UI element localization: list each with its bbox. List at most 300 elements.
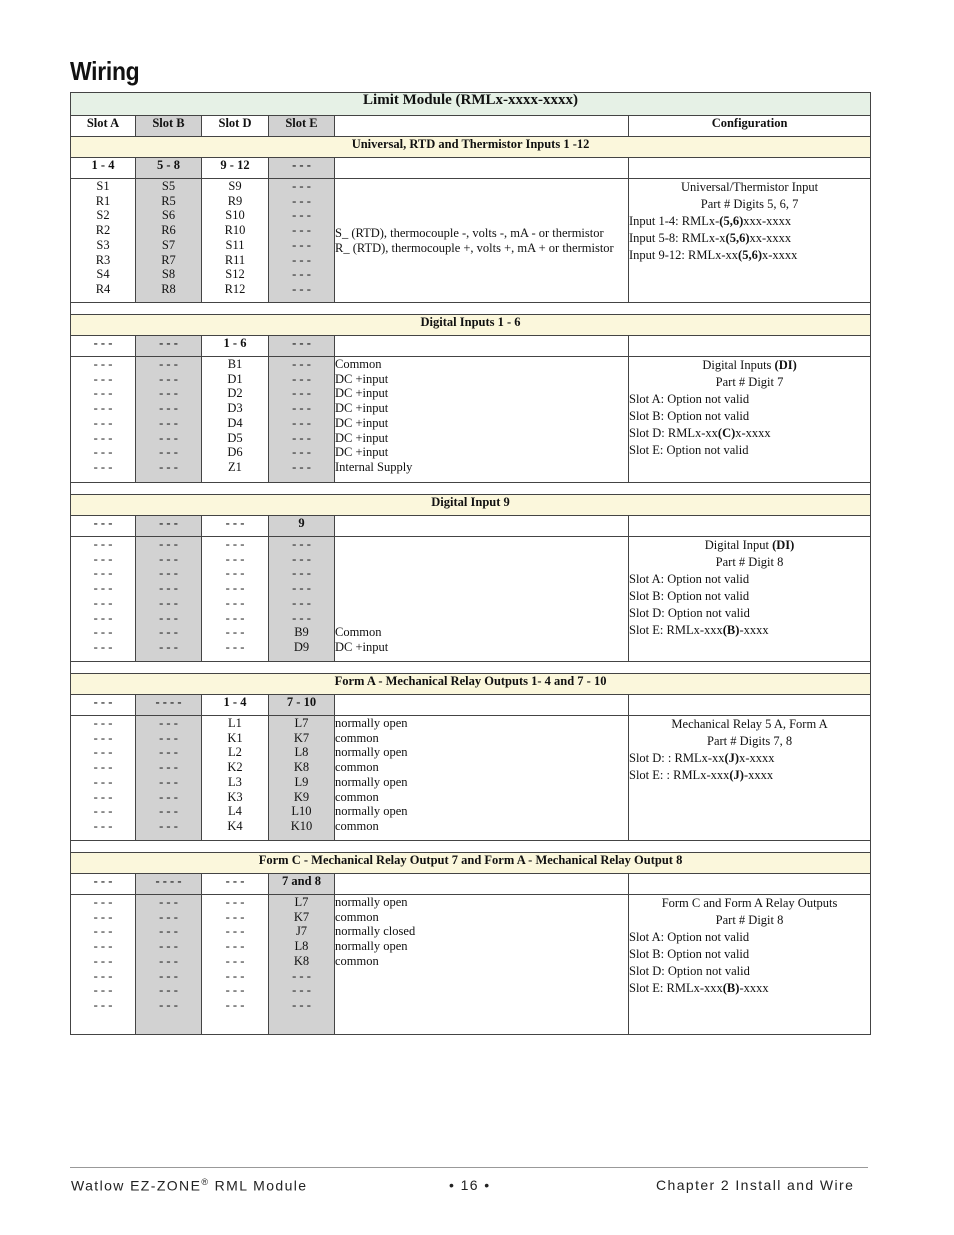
terminal-list xyxy=(136,716,202,841)
description-line: normally open xyxy=(335,716,408,730)
configuration-line: Slot A: Option not valid xyxy=(629,572,750,586)
description-line xyxy=(335,566,628,581)
terminal-label: - - - xyxy=(93,371,113,386)
description-line: normally open xyxy=(335,895,408,909)
terminal-label: - - - xyxy=(93,566,113,581)
terminal-label: - - - xyxy=(225,551,245,566)
terminal-label: B9 xyxy=(294,625,309,640)
slot-range: 7 - 10 xyxy=(269,695,335,716)
table-title: Limit Module (RMLx-xxxx-xxxx) xyxy=(71,93,871,116)
configuration-line: Slot D: : RMLx-xx(J)x-xxxx xyxy=(629,751,775,765)
description-line: common xyxy=(335,789,379,804)
terminal-label: - - - xyxy=(292,208,311,223)
registered-mark: ® xyxy=(201,1177,210,1187)
terminal-label: - - - xyxy=(159,983,178,998)
terminal-label: - - - xyxy=(159,909,178,924)
terminal-list xyxy=(71,716,136,841)
terminal-label: R11 xyxy=(224,252,246,267)
description-line: normally open xyxy=(335,804,408,819)
section-title: Form C - Mechanical Relay Output 7 and Form A - Mechanical Relay Output 8 xyxy=(71,853,871,874)
description-line: DC +input xyxy=(335,415,389,430)
description-line xyxy=(335,969,628,984)
terminal-label: R9 xyxy=(227,193,243,208)
terminal-label: - - - xyxy=(93,625,113,640)
description-line: DC +input xyxy=(335,371,389,386)
section-title: Universal, RTD and Thermistor Inputs 1 -12 xyxy=(71,137,871,158)
terminal-label: - - - xyxy=(159,610,178,625)
terminal-label: D2 xyxy=(227,386,243,401)
terminal-label: - - - xyxy=(225,895,245,909)
configuration-line: Slot B: Option not valid xyxy=(629,409,750,423)
section-title: Form A - Mechanical Relay Outputs 1- 4 and 7 - 10 xyxy=(71,674,871,695)
terminal-label: K8 xyxy=(293,953,310,968)
footer-product-suffix: RML Module xyxy=(209,1177,308,1194)
terminal-label: - - - xyxy=(225,997,245,1012)
terminal-label: - - - xyxy=(159,760,178,775)
terminal-label: R5 xyxy=(161,193,176,208)
configuration-line: Slot A: Option not valid xyxy=(629,930,750,944)
slot-range: 1 - 4 xyxy=(202,695,269,716)
configuration-line: Input 9-12: RMLx-xx(5,6)x-xxxx xyxy=(629,248,798,262)
slot-range: - - - xyxy=(202,874,269,895)
terminal-label: S3 xyxy=(96,237,110,252)
terminal-label: D1 xyxy=(227,371,243,386)
terminal-label: - - - xyxy=(292,357,311,371)
configuration-line: Slot E: : RMLx-xxx(J)-xxxx xyxy=(629,768,774,782)
description-line: normally open xyxy=(335,939,408,954)
configuration-line: Slot D: RMLx-xx(C)x-xxxx xyxy=(629,426,771,440)
configuration-line: Slot B: Option not valid xyxy=(629,947,750,961)
slot-range: - - - - xyxy=(136,695,202,716)
terminal-list xyxy=(269,357,335,483)
terminal-label: - - - xyxy=(93,716,113,730)
terminal-label: - - - xyxy=(159,730,178,745)
terminal-label: - - - xyxy=(225,968,245,983)
wiring-table xyxy=(70,92,871,1035)
slot-range: 5 - 8 xyxy=(136,158,202,179)
terminal-label: K2 xyxy=(227,760,243,775)
configuration-line: Form C and Form A Relay Outputs xyxy=(661,896,838,910)
terminal-label: - - - xyxy=(159,566,178,581)
terminal-label: - - - xyxy=(225,537,245,551)
terminal-label: - - - xyxy=(93,610,113,625)
terminal-label: - - - xyxy=(225,610,245,625)
slot-range: 9 xyxy=(269,516,335,537)
terminal-label: - - - xyxy=(292,237,311,252)
terminal-list xyxy=(136,537,202,662)
terminal-label: - - - xyxy=(159,371,178,386)
terminal-label: R7 xyxy=(161,252,176,267)
terminal-label: - - - xyxy=(93,953,113,968)
section-spacer xyxy=(71,841,871,853)
terminal-label: - - - xyxy=(225,953,245,968)
description-line: normally open xyxy=(335,774,408,789)
description-line xyxy=(335,998,628,1013)
terminal-label: D9 xyxy=(293,639,310,654)
terminal-label: - - - xyxy=(93,537,113,551)
terminal-label: K4 xyxy=(227,818,243,833)
terminal-label: - - - xyxy=(292,401,311,416)
terminal-label: - - - xyxy=(225,581,245,596)
terminal-label: - - - xyxy=(93,401,113,416)
terminal-label: S4 xyxy=(96,267,110,282)
terminal-description xyxy=(335,537,629,662)
terminal-label: D6 xyxy=(227,445,243,460)
header-slot-a: Slot A xyxy=(71,116,136,137)
description-line: Common xyxy=(335,357,382,371)
terminal-label: K3 xyxy=(227,789,243,804)
empty-cell xyxy=(629,516,871,537)
terminal-label: - - - xyxy=(93,939,113,954)
terminal-label: - - - xyxy=(292,223,311,238)
slot-range: 7 and 8 xyxy=(269,874,335,895)
terminal-label: S1 xyxy=(96,179,110,193)
empty-cell xyxy=(335,695,629,716)
configuration-line: Part # Digit 7 xyxy=(715,375,784,389)
terminal-label: - - - xyxy=(159,415,178,430)
description-line: R_ (RTD), thermocouple +, volts +, mA + or thermistor xyxy=(335,240,614,255)
description-line: common xyxy=(335,953,379,968)
terminal-label: - - - xyxy=(292,581,311,596)
terminal-list xyxy=(136,179,202,303)
terminal-label: D3 xyxy=(227,401,243,416)
terminal-label: - - - xyxy=(159,445,178,460)
footer-rule xyxy=(70,1167,868,1168)
terminal-label: S5 xyxy=(161,179,176,193)
terminal-label: - - - xyxy=(159,386,178,401)
configuration-line: Digital Inputs (DI) xyxy=(702,358,797,372)
configuration-line: Universal/Thermistor Input xyxy=(680,180,819,194)
section-spacer xyxy=(71,303,871,315)
configuration-cell xyxy=(629,895,871,1035)
slot-range: - - - xyxy=(269,336,335,357)
terminal-label: K1 xyxy=(227,730,243,745)
terminal-label: - - - xyxy=(159,625,178,640)
terminal-label: - - - xyxy=(93,997,113,1012)
terminal-description xyxy=(335,895,629,1035)
configuration-line: Input 5-8: RMLx-x(5,6)xx-xxxx xyxy=(629,231,792,245)
terminal-list xyxy=(71,895,136,1035)
terminal-label: - - - xyxy=(159,551,178,566)
terminal-label: K8 xyxy=(293,760,310,775)
terminal-label: K7 xyxy=(293,730,310,745)
terminal-label: L9 xyxy=(294,774,309,789)
terminal-list xyxy=(71,537,136,662)
terminal-list xyxy=(71,179,136,303)
description-line: common xyxy=(335,818,379,833)
terminal-label: - - - xyxy=(93,968,113,983)
terminal-label: - - - xyxy=(93,459,113,474)
slot-range: - - - - xyxy=(136,874,202,895)
description-line: common xyxy=(335,760,379,775)
configuration-line: Slot E: Option not valid xyxy=(629,443,749,457)
terminal-label: - - - xyxy=(93,909,113,924)
description-line: S_ (RTD), thermocouple -, volts -, mA - or thermistor xyxy=(335,225,604,240)
terminal-label: S7 xyxy=(161,237,176,252)
page-number: • 16 • xyxy=(449,1177,491,1193)
description-line: Internal Supply xyxy=(335,459,413,474)
configuration-line: Part # Digits 7, 8 xyxy=(707,734,793,748)
terminal-label: - - - xyxy=(159,924,178,939)
terminal-label: - - - xyxy=(225,625,245,640)
terminal-label: D4 xyxy=(227,415,243,430)
terminal-list xyxy=(269,537,335,662)
configuration-cell xyxy=(629,179,871,303)
configuration-line: Slot B: Option not valid xyxy=(629,589,750,603)
description-line xyxy=(335,581,628,596)
description-line xyxy=(335,537,628,552)
terminal-label: - - - xyxy=(292,610,311,625)
description-line xyxy=(335,611,628,626)
terminal-label: - - - xyxy=(159,430,178,445)
chapter-title: Chapter 2 Install and Wire xyxy=(656,1177,855,1193)
terminal-label: L7 xyxy=(294,895,309,909)
terminal-label: - - - xyxy=(93,760,113,775)
terminal-label: - - - xyxy=(93,551,113,566)
terminal-label: L1 xyxy=(228,716,242,730)
terminal-label: - - - xyxy=(225,566,245,581)
terminal-description xyxy=(335,716,629,841)
terminal-label: - - - xyxy=(159,745,178,760)
terminal-description xyxy=(335,357,629,483)
terminal-label: S6 xyxy=(161,208,176,223)
empty-cell xyxy=(335,336,629,357)
description-line: common xyxy=(335,909,379,924)
terminal-label: - - - xyxy=(93,924,113,939)
description-line: common xyxy=(335,730,379,745)
terminal-label: - - - xyxy=(159,953,178,968)
description-line: normally closed xyxy=(335,924,416,939)
terminal-label: S9 xyxy=(228,179,242,193)
footer-product: Watlow EZ-ZONE xyxy=(71,1177,202,1194)
terminal-label: - - - xyxy=(93,818,113,833)
terminal-label: - - - xyxy=(93,745,113,760)
slot-range: - - - xyxy=(71,695,136,716)
terminal-label: - - - xyxy=(93,430,113,445)
configuration-line: Part # Digit 8 xyxy=(715,913,784,927)
terminal-label: B1 xyxy=(227,357,243,371)
terminal-label: R12 xyxy=(224,281,246,296)
terminal-list xyxy=(269,179,335,303)
terminal-label: L2 xyxy=(228,745,242,760)
terminal-list xyxy=(202,179,269,303)
terminal-label: - - - xyxy=(292,445,311,460)
terminal-label: K10 xyxy=(290,818,313,833)
slot-range: - - - xyxy=(136,516,202,537)
terminal-label: - - - xyxy=(292,551,311,566)
terminal-label: K7 xyxy=(293,909,310,924)
terminal-label: S12 xyxy=(225,267,245,282)
configuration-line: Digital Input (DI) xyxy=(704,538,795,552)
empty-cell xyxy=(629,874,871,895)
section-title: Digital Inputs 1 - 6 xyxy=(71,315,871,336)
header-slot-e: Slot E xyxy=(269,116,335,137)
terminal-label: - - - xyxy=(292,968,311,983)
terminal-label: - - - xyxy=(159,818,178,833)
terminal-label: - - - xyxy=(93,581,113,596)
terminal-label: - - - xyxy=(292,267,311,282)
header-description xyxy=(335,116,629,137)
terminal-label: - - - xyxy=(292,997,311,1012)
terminal-label: - - - xyxy=(93,639,113,654)
terminal-label: - - - xyxy=(292,537,311,551)
terminal-label: - - - xyxy=(159,939,178,954)
footer-left xyxy=(71,1177,308,1194)
slot-range: 1 - 6 xyxy=(202,336,269,357)
terminal-label: - - - xyxy=(93,595,113,610)
description-line: DC +input xyxy=(335,430,389,445)
configuration-line: Slot E: RMLx-xxx(B)-xxxx xyxy=(629,623,769,637)
terminal-label: L4 xyxy=(228,804,242,819)
slot-range: - - - xyxy=(71,874,136,895)
terminal-label: - - - xyxy=(225,939,245,954)
terminal-label: - - - xyxy=(93,774,113,789)
empty-cell xyxy=(335,158,629,179)
terminal-label: - - - xyxy=(292,566,311,581)
terminal-label: R6 xyxy=(161,223,176,238)
terminal-label: L8 xyxy=(294,939,309,954)
terminal-label: - - - xyxy=(225,983,245,998)
terminal-label: - - - xyxy=(292,415,311,430)
page-title: Wiring xyxy=(70,56,140,86)
terminal-label: - - - xyxy=(292,983,311,998)
terminal-label: - - - xyxy=(93,415,113,430)
configuration-cell xyxy=(629,537,871,662)
terminal-label: - - - xyxy=(93,386,113,401)
terminal-label: - - - xyxy=(159,401,178,416)
terminal-label: L3 xyxy=(228,774,242,789)
terminal-list xyxy=(136,357,202,483)
slot-range: - - - xyxy=(71,336,136,357)
slot-range: - - - xyxy=(71,516,136,537)
description-line xyxy=(335,983,628,998)
empty-cell xyxy=(629,158,871,179)
terminal-label: R4 xyxy=(95,281,111,296)
terminal-list xyxy=(136,895,202,1035)
terminal-label: L7 xyxy=(294,716,309,730)
terminal-label: - - - xyxy=(159,537,178,551)
terminal-label: K9 xyxy=(293,789,310,804)
terminal-label: - - - xyxy=(93,983,113,998)
terminal-label: R3 xyxy=(95,252,111,267)
terminal-label: - - - xyxy=(225,639,245,654)
terminal-label: - - - xyxy=(292,252,311,267)
terminal-label: D5 xyxy=(227,430,243,445)
terminal-label: S10 xyxy=(225,208,245,223)
terminal-label: - - - xyxy=(93,804,113,819)
terminal-label: - - - xyxy=(225,924,245,939)
terminal-label: - - - xyxy=(292,430,311,445)
configuration-line: Part # Digits 5, 6, 7 xyxy=(700,197,799,211)
terminal-label: - - - xyxy=(292,386,311,401)
terminal-label: R1 xyxy=(95,193,111,208)
slot-range: 1 - 4 xyxy=(71,158,136,179)
terminal-label: R2 xyxy=(95,223,111,238)
slot-range: - - - xyxy=(136,336,202,357)
slot-range: - - - xyxy=(269,158,335,179)
configuration-line: Slot E: RMLx-xxx(B)-xxxx xyxy=(629,981,769,995)
slot-range: - - - xyxy=(202,516,269,537)
header-slot-b: Slot B xyxy=(136,116,202,137)
terminal-label: - - - xyxy=(292,371,311,386)
terminal-label: - - - xyxy=(292,459,311,474)
section-spacer xyxy=(71,662,871,674)
description-line: DC +input xyxy=(335,639,389,654)
terminal-label: - - - xyxy=(159,774,178,789)
terminal-description xyxy=(335,179,629,303)
terminal-label: - - - xyxy=(292,179,311,193)
terminal-label: - - - xyxy=(93,357,113,371)
terminal-list xyxy=(71,357,136,483)
terminal-label: - - - xyxy=(159,895,178,909)
terminal-label: - - - xyxy=(93,789,113,804)
terminal-label: J7 xyxy=(295,924,308,939)
terminal-label: - - - xyxy=(292,281,311,296)
empty-cell xyxy=(335,874,629,895)
terminal-label: R8 xyxy=(161,281,176,296)
description-line: Common xyxy=(335,625,382,640)
terminal-list xyxy=(202,716,269,841)
terminal-label: R10 xyxy=(224,223,246,238)
terminal-list xyxy=(269,716,335,841)
terminal-list xyxy=(269,895,335,1035)
terminal-label: - - - xyxy=(159,357,178,371)
terminal-list xyxy=(202,357,269,483)
terminal-label: - - - xyxy=(159,595,178,610)
terminal-label: - - - xyxy=(159,968,178,983)
terminal-label: - - - xyxy=(93,445,113,460)
description-line xyxy=(335,596,628,611)
terminal-label: - - - xyxy=(159,581,178,596)
empty-cell xyxy=(629,336,871,357)
terminal-list xyxy=(202,537,269,662)
terminal-label: - - - xyxy=(225,909,245,924)
terminal-label: - - - xyxy=(292,193,311,208)
empty-cell xyxy=(629,695,871,716)
empty-cell xyxy=(335,516,629,537)
terminal-label: - - - xyxy=(225,595,245,610)
terminal-label: - - - xyxy=(159,997,178,1012)
terminal-label: - - - xyxy=(93,730,113,745)
terminal-label: L10 xyxy=(291,804,312,819)
terminal-list xyxy=(202,895,269,1035)
header-slot-d: Slot D xyxy=(202,116,269,137)
configuration-cell xyxy=(629,357,871,483)
configuration-line: Input 1-4: RMLx-(5,6)xxx-xxxx xyxy=(629,214,792,228)
terminal-label: S2 xyxy=(96,208,110,223)
terminal-label: - - - xyxy=(93,895,113,909)
description-line: DC +input xyxy=(335,401,389,416)
configuration-line: Mechanical Relay 5 A, Form A xyxy=(671,717,828,731)
configuration-line: Slot D: Option not valid xyxy=(629,964,750,978)
terminal-label: - - - xyxy=(159,459,178,474)
section-spacer xyxy=(71,483,871,495)
description-line xyxy=(335,552,628,567)
terminal-label: L8 xyxy=(294,745,309,760)
slot-range: 9 - 12 xyxy=(202,158,269,179)
configuration-line: Slot A: Option not valid xyxy=(629,392,750,406)
header-configuration: Configuration xyxy=(629,116,871,137)
terminal-label: - - - xyxy=(159,789,178,804)
terminal-label: - - - xyxy=(159,804,178,819)
configuration-line: Slot D: Option not valid xyxy=(629,606,750,620)
configuration-line: Part # Digit 8 xyxy=(715,555,784,569)
terminal-label: - - - xyxy=(159,639,178,654)
description-line: normally open xyxy=(335,745,408,760)
terminal-label: S11 xyxy=(225,237,245,252)
terminal-label: - - - xyxy=(159,716,178,730)
configuration-cell xyxy=(629,716,871,841)
